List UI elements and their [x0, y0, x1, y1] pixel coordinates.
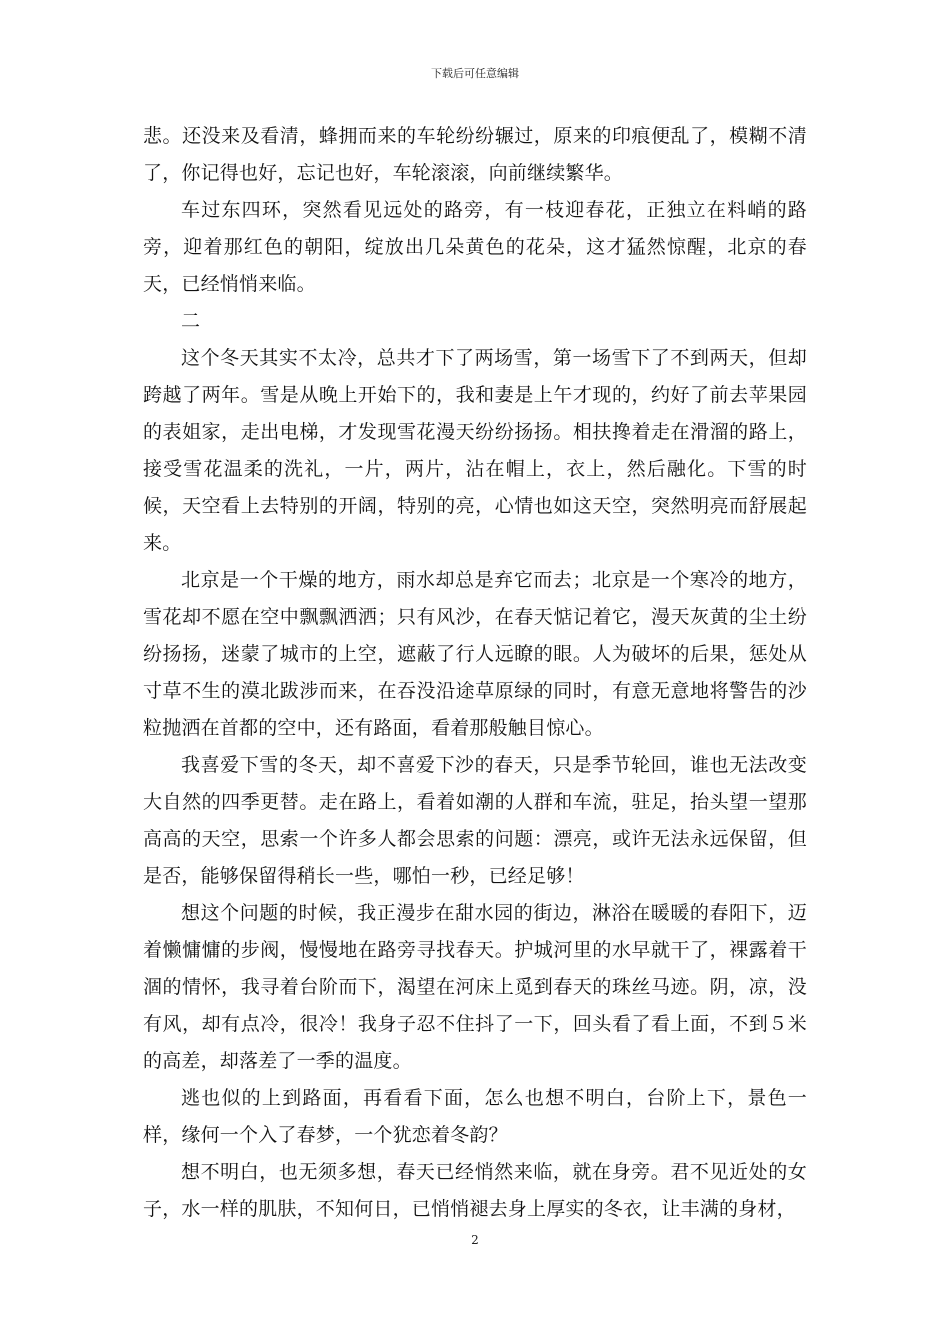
paragraph: 北京是一个干燥的地方，雨水却总是弃它而去；北京是一个寒冷的地方，雪花却不愿在空中飘飘洒洒；只有风沙，在春天惦记着它，漫天灰黄的尘土纷纷扬扬，迷蒙了城市的上空，遮蔽了行人远瞭的眼。人为破坏的后果，惩处从寸草不生的漠北跋涉而来，在吞没沿途草原绿的同时，有意无意地将警告的沙粒抛洒在首都的空中，还有路面，看着那般触目惊心。: [143, 569, 807, 739]
paragraph: 逃也似的上到路面，再看看下面，怎么也想不明白，台阶上下，景色一样，缘何一个入了春梦，一个犹恋着冬韵？: [143, 1087, 807, 1146]
section-heading: 二: [181, 310, 201, 332]
page-header: 下载后可任意编辑: [431, 67, 519, 80]
document-body: [143, 118, 807, 1228]
paragraph-continuation: 悲。还没来及看清，蜂拥而来的车轮纷纷辗过，原来的印痕便乱了，模糊不清了，你记得也好，忘记也好，车轮滚滚，向前继续繁华。: [143, 125, 807, 184]
paragraph: 想不明白，也无须多想，春天已经悄然来临，就在身旁。君不见近处的女子，水一样的肌肤，不知何日，已悄悄褪去身上厚实的冬衣，让丰满的身材，: [143, 1161, 807, 1220]
page-number: 2: [471, 1233, 479, 1247]
paragraph: 这个冬天其实不太冷，总共才下了两场雪，第一场雪下了不到两天，但却跨越了两年。雪是从晚上开始下的，我和妻是上午才现的，约好了前去苹果园的表姐家，走出电梯，才发现雪花漫天纷纷扬扬。相扶搀着走在滑溜的路上，接受雪花温柔的洗礼，一片，两片，沾在帽上，衣上，然后融化。下雪的时候，天空看上去特别的开阔，特别的亮，心情也如这天空，突然明亮而舒展起来。: [143, 347, 807, 554]
paragraph: 我喜爱下雪的冬天，却不喜爱下沙的春天，只是季节轮回，谁也无法改变大自然的四季更替。走在路上，看着如潮的人群和车流，驻足，抬头望一望那高高的天空，思索一个许多人都会思索的问题：漂亮，或许无法永远保留，但是否，能够保留得稍长一些，哪怕一秒，已经足够！: [143, 754, 807, 887]
paragraph: 车过东四环，突然看见远处的路旁，有一枝迎春花，正独立在料峭的路旁，迎着那红色的朝阳，绽放出几朵黄色的花朵，这才猛然惊醒，北京的春天，已经悄悄来临。: [143, 199, 807, 295]
paragraph: 想这个问题的时候，我正漫步在甜水园的街边，淋浴在暖暖的春阳下，迈着懒慵慵的步阀，慢慢地在路旁寻找春天。护城河里的水早就干了，裸露着干涸的情怀，我寻着台阶而下，渴望在河床上觅到春天的珠丝马迹。阴，凉，没有风，却有点冷，很冷！我身子忍不住抖了一下，回头看了看上面，不到５米的高差，却落差了一季的温度。: [143, 902, 807, 1072]
